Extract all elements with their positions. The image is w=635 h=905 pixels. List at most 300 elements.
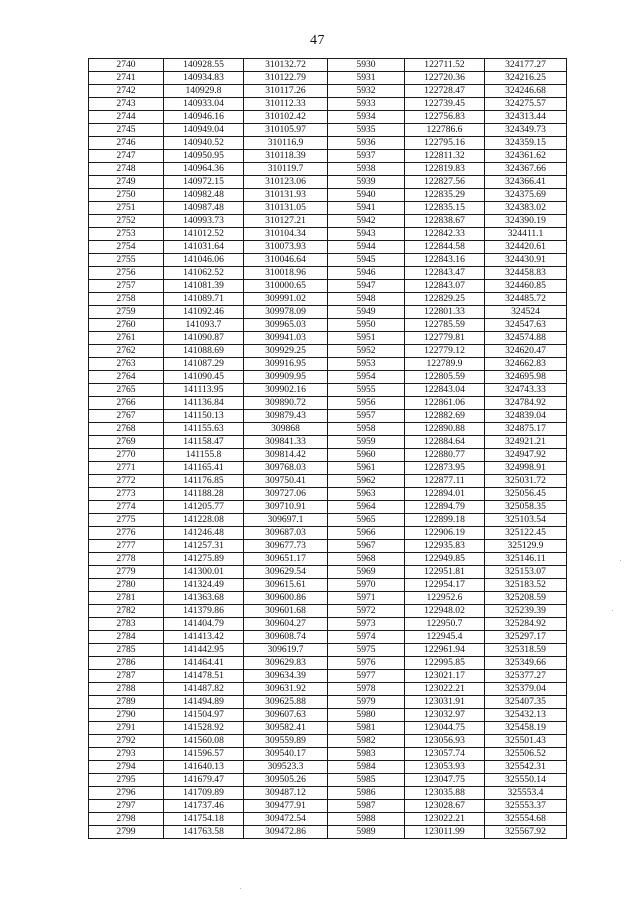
table-cell: 324361.62 (485, 150, 567, 163)
table-cell: 5958 (328, 423, 405, 436)
table-cell: 2797 (89, 800, 164, 813)
table-cell: 5933 (328, 98, 405, 111)
table-cell: 310131.93 (244, 189, 328, 202)
table-cell: 5970 (328, 579, 405, 592)
table-cell: 325377.27 (485, 670, 567, 683)
table-cell: 309559.89 (244, 735, 328, 748)
table-cell: 5963 (328, 488, 405, 501)
table-cell: 325208.59 (485, 592, 567, 605)
table-cell: 2748 (89, 163, 164, 176)
table-cell: 122952.6 (405, 592, 485, 605)
table-cell: 2792 (89, 735, 164, 748)
table-cell: 141150.13 (164, 410, 244, 423)
table-cell: 309540.17 (244, 748, 328, 761)
table-cell: 325542.31 (485, 761, 567, 774)
table-row (89, 371, 567, 384)
table-cell: 325153.07 (485, 566, 567, 579)
table-row (89, 488, 567, 501)
table-cell: 310131.05 (244, 202, 328, 215)
table-cell: 325432.13 (485, 709, 567, 722)
table-cell: 2779 (89, 566, 164, 579)
table-cell: 310132.72 (244, 59, 328, 72)
table-row (89, 709, 567, 722)
table-cell: 141246.48 (164, 527, 244, 540)
table-cell: 141092.46 (164, 306, 244, 319)
table-cell: 309879.43 (244, 410, 328, 423)
table-cell: 141679.47 (164, 774, 244, 787)
table-row (89, 241, 567, 254)
table-cell: 5945 (328, 254, 405, 267)
table-cell: 141300.01 (164, 566, 244, 579)
table-cell: 310018.96 (244, 267, 328, 280)
table-cell: 325056.45 (485, 488, 567, 501)
table-cell: 2785 (89, 644, 164, 657)
table-cell: 141155.63 (164, 423, 244, 436)
table-cell: 140972.15 (164, 176, 244, 189)
table-cell: 309868 (244, 423, 328, 436)
table-cell: 324662.83 (485, 358, 567, 371)
table-cell: 324375.69 (485, 189, 567, 202)
table-cell: 5981 (328, 722, 405, 735)
table-cell: 2742 (89, 85, 164, 98)
table-cell: 324383.02 (485, 202, 567, 215)
table-cell: 309687.03 (244, 527, 328, 540)
table-cell: 141324.49 (164, 579, 244, 592)
table-cell: 5987 (328, 800, 405, 813)
table-cell: 122720.36 (405, 72, 485, 85)
table-cell: 141062.52 (164, 267, 244, 280)
table-cell: 309629.83 (244, 657, 328, 670)
table-cell: 2766 (89, 397, 164, 410)
table-cell: 141081.39 (164, 280, 244, 293)
table-cell: 141093.7 (164, 319, 244, 332)
table-row (89, 306, 567, 319)
table-row (89, 267, 567, 280)
table-cell: 5939 (328, 176, 405, 189)
table-cell: 324620.47 (485, 345, 567, 358)
table-row (89, 696, 567, 709)
table-row (89, 137, 567, 150)
table-cell: 2789 (89, 696, 164, 709)
table-row (89, 527, 567, 540)
table-row (89, 202, 567, 215)
table-cell: 309750.41 (244, 475, 328, 488)
table-cell: 122948.02 (405, 605, 485, 618)
table-cell: 309582.41 (244, 722, 328, 735)
table-cell: 122906.19 (405, 527, 485, 540)
table-row (89, 644, 567, 657)
table-row (89, 449, 567, 462)
table-cell: 324460.85 (485, 280, 567, 293)
table-cell: 122882.69 (405, 410, 485, 423)
table-cell: 325284.92 (485, 618, 567, 631)
table-cell: 310073.93 (244, 241, 328, 254)
table-cell: 310105.97 (244, 124, 328, 137)
table-row (89, 280, 567, 293)
table-cell: 140940.52 (164, 137, 244, 150)
table-cell: 123035.88 (405, 787, 485, 800)
table-cell: 141136.84 (164, 397, 244, 410)
table-cell: 140949.04 (164, 124, 244, 137)
table-cell: 2745 (89, 124, 164, 137)
table-cell: 122861.06 (405, 397, 485, 410)
table-cell: 140950.95 (164, 150, 244, 163)
table-row (89, 774, 567, 787)
table-cell: 5977 (328, 670, 405, 683)
table-cell: 324784.92 (485, 397, 567, 410)
table-cell: 324839.04 (485, 410, 567, 423)
table-cell: 324998.91 (485, 462, 567, 475)
table-cell: 5959 (328, 436, 405, 449)
table-cell: 2750 (89, 189, 164, 202)
table-cell: 2758 (89, 293, 164, 306)
table-cell: 2746 (89, 137, 164, 150)
table-cell: 5969 (328, 566, 405, 579)
table-cell: 141504.97 (164, 709, 244, 722)
table-cell: 122843.47 (405, 267, 485, 280)
table-cell: 141088.69 (164, 345, 244, 358)
table-cell: 5976 (328, 657, 405, 670)
table-cell: 2786 (89, 657, 164, 670)
table-cell: 122786.6 (405, 124, 485, 137)
table-cell: 325458.19 (485, 722, 567, 735)
table-row (89, 670, 567, 683)
table-cell: 2757 (89, 280, 164, 293)
table-cell: 5944 (328, 241, 405, 254)
table-cell: 122951.81 (405, 566, 485, 579)
table-row (89, 540, 567, 553)
table-row (89, 176, 567, 189)
table-cell: 5982 (328, 735, 405, 748)
table-cell: 122842.33 (405, 228, 485, 241)
table-cell: 2784 (89, 631, 164, 644)
table-cell: 141709.89 (164, 787, 244, 800)
table-cell: 141379.86 (164, 605, 244, 618)
table-cell: 2753 (89, 228, 164, 241)
table-row (89, 605, 567, 618)
table-cell: 2754 (89, 241, 164, 254)
table-cell: 122843.04 (405, 384, 485, 397)
table-cell: 2749 (89, 176, 164, 189)
table-cell: 123011.99 (405, 826, 485, 839)
table-cell: 5975 (328, 644, 405, 657)
table-cell: 122827.56 (405, 176, 485, 189)
table-cell: 122789.9 (405, 358, 485, 371)
table-row (89, 72, 567, 85)
table-cell: 123044.75 (405, 722, 485, 735)
table-cell: 141089.71 (164, 293, 244, 306)
table-cell: 324420.61 (485, 241, 567, 254)
table-cell: 325407.35 (485, 696, 567, 709)
table-cell: 2772 (89, 475, 164, 488)
table-row (89, 826, 567, 839)
table-cell: 141363.68 (164, 592, 244, 605)
table-cell: 309677.73 (244, 540, 328, 553)
table-cell: 123022.21 (405, 683, 485, 696)
table-cell: 141228.08 (164, 514, 244, 527)
table-cell: 324458.83 (485, 267, 567, 280)
table-cell: 141275.89 (164, 553, 244, 566)
table-cell: 141413.42 (164, 631, 244, 644)
table-cell: 123032.97 (405, 709, 485, 722)
table-cell: 5947 (328, 280, 405, 293)
table-cell: 309625.88 (244, 696, 328, 709)
table-cell: 2771 (89, 462, 164, 475)
table-cell: 2793 (89, 748, 164, 761)
table-cell: 309487.12 (244, 787, 328, 800)
table-cell: 325567.92 (485, 826, 567, 839)
table-row (89, 163, 567, 176)
table-row (89, 553, 567, 566)
table-cell: 140928.55 (164, 59, 244, 72)
table-cell: 122880.77 (405, 449, 485, 462)
table-cell: 309890.72 (244, 397, 328, 410)
table-cell: 122899.18 (405, 514, 485, 527)
table-cell: 5972 (328, 605, 405, 618)
table-cell: 310127.21 (244, 215, 328, 228)
table-cell: 2794 (89, 761, 164, 774)
table-cell: 310116.9 (244, 137, 328, 150)
table-cell: 2761 (89, 332, 164, 345)
table-cell: 325031.72 (485, 475, 567, 488)
table-row (89, 761, 567, 774)
table-cell: 5930 (328, 59, 405, 72)
table-cell: 2783 (89, 618, 164, 631)
table-cell: 309600.86 (244, 592, 328, 605)
table-cell: 5948 (328, 293, 405, 306)
table-cell: 309991.02 (244, 293, 328, 306)
table-cell: 5989 (328, 826, 405, 839)
table-cell: 141763.58 (164, 826, 244, 839)
table-cell: 141158.47 (164, 436, 244, 449)
table-cell: 309477.91 (244, 800, 328, 813)
table-cell: 5985 (328, 774, 405, 787)
table-cell: 325318.59 (485, 644, 567, 657)
table-cell: 122811.32 (405, 150, 485, 163)
table-cell: 141464.41 (164, 657, 244, 670)
table-cell: 324359.15 (485, 137, 567, 150)
table-cell: 122801.33 (405, 306, 485, 319)
scan-speck (620, 560, 621, 561)
table-cell: 2762 (89, 345, 164, 358)
table-row (89, 150, 567, 163)
table-cell: 141012.52 (164, 228, 244, 241)
table-cell: 5984 (328, 761, 405, 774)
table-cell: 2747 (89, 150, 164, 163)
table-cell: 2787 (89, 670, 164, 683)
table-cell: 5988 (328, 813, 405, 826)
table-cell: 324216.25 (485, 72, 567, 85)
table-row (89, 293, 567, 306)
table-cell: 2764 (89, 371, 164, 384)
table-cell: 141596.57 (164, 748, 244, 761)
table-cell: 5978 (328, 683, 405, 696)
table-cell: 122894.01 (405, 488, 485, 501)
table-cell: 310119.7 (244, 163, 328, 176)
table-cell: 324246.68 (485, 85, 567, 98)
table-cell: 122805.59 (405, 371, 485, 384)
table-cell: 140929.8 (164, 85, 244, 98)
table-row (89, 59, 567, 72)
table-cell: 122711.52 (405, 59, 485, 72)
table-cell: 324430.91 (485, 254, 567, 267)
table-cell: 5974 (328, 631, 405, 644)
table-cell: 141404.79 (164, 618, 244, 631)
table-cell: 122945.4 (405, 631, 485, 644)
table-cell: 141737.46 (164, 800, 244, 813)
table-cell: 325297.17 (485, 631, 567, 644)
table-cell: 309978.09 (244, 306, 328, 319)
table-row (89, 111, 567, 124)
table-cell: 141494.89 (164, 696, 244, 709)
table-cell: 122785.59 (405, 319, 485, 332)
table-row (89, 436, 567, 449)
table-cell: 2767 (89, 410, 164, 423)
table-cell: 324177.27 (485, 59, 567, 72)
table-cell: 324875.17 (485, 423, 567, 436)
table-row (89, 813, 567, 826)
table-cell: 123047.75 (405, 774, 485, 787)
table-cell: 2776 (89, 527, 164, 540)
table-cell: 141257.31 (164, 540, 244, 553)
table-row (89, 501, 567, 514)
table-cell: 324574.88 (485, 332, 567, 345)
table-row (89, 748, 567, 761)
table-cell: 122835.29 (405, 189, 485, 202)
table-cell: 2756 (89, 267, 164, 280)
table-cell: 122935.83 (405, 540, 485, 553)
table-cell: 2741 (89, 72, 164, 85)
scan-speck (612, 610, 613, 611)
table-cell: 5936 (328, 137, 405, 150)
table-cell: 5968 (328, 553, 405, 566)
table-cell: 324411.1 (485, 228, 567, 241)
table-cell: 140987.48 (164, 202, 244, 215)
table-cell: 310117.26 (244, 85, 328, 98)
table-cell: 310000.65 (244, 280, 328, 293)
table-cell: 309472.86 (244, 826, 328, 839)
table-cell: 309727.06 (244, 488, 328, 501)
table-cell: 122829.25 (405, 293, 485, 306)
table-cell: 5937 (328, 150, 405, 163)
table-cell: 140946.16 (164, 111, 244, 124)
table-cell: 5973 (328, 618, 405, 631)
table-cell: 310123.06 (244, 176, 328, 189)
table-cell: 5954 (328, 371, 405, 384)
table-cell: 5957 (328, 410, 405, 423)
table-cell: 309941.03 (244, 332, 328, 345)
table-row (89, 228, 567, 241)
table-cell: 5965 (328, 514, 405, 527)
table-cell: 310118.39 (244, 150, 328, 163)
table-cell: 5940 (328, 189, 405, 202)
table-cell: 5979 (328, 696, 405, 709)
table-cell: 5953 (328, 358, 405, 371)
table-cell: 122843.16 (405, 254, 485, 267)
table-cell: 2775 (89, 514, 164, 527)
table-cell: 309631.92 (244, 683, 328, 696)
table-cell: 123022.21 (405, 813, 485, 826)
table-row (89, 475, 567, 488)
table-cell: 2751 (89, 202, 164, 215)
table-cell: 141478.51 (164, 670, 244, 683)
table-cell: 325349.66 (485, 657, 567, 670)
table-cell: 122819.83 (405, 163, 485, 176)
table-cell: 2770 (89, 449, 164, 462)
table-cell: 2765 (89, 384, 164, 397)
table-cell: 123056.93 (405, 735, 485, 748)
table-cell: 122954.17 (405, 579, 485, 592)
table-cell: 309615.61 (244, 579, 328, 592)
table-cell: 309629.54 (244, 566, 328, 579)
table-cell: 324947.92 (485, 449, 567, 462)
table-row (89, 189, 567, 202)
table-cell: 123021.17 (405, 670, 485, 683)
table-cell: 5956 (328, 397, 405, 410)
table-cell: 309472.54 (244, 813, 328, 826)
table-cell: 310104.34 (244, 228, 328, 241)
table-cell: 5942 (328, 215, 405, 228)
table-row (89, 423, 567, 436)
table-cell: 325506.52 (485, 748, 567, 761)
table-row (89, 397, 567, 410)
table-cell: 324524 (485, 306, 567, 319)
table-cell: 2782 (89, 605, 164, 618)
table-row (89, 579, 567, 592)
table-cell: 324367.66 (485, 163, 567, 176)
table-row (89, 657, 567, 670)
table-cell: 122756.83 (405, 111, 485, 124)
table-cell: 310102.42 (244, 111, 328, 124)
coordinates-table (88, 58, 567, 839)
table-row (89, 358, 567, 371)
table-cell: 123053.93 (405, 761, 485, 774)
coordinates-table-body (89, 59, 567, 839)
table-cell: 324366.41 (485, 176, 567, 189)
table-row (89, 735, 567, 748)
table-cell: 2798 (89, 813, 164, 826)
table-cell: 2781 (89, 592, 164, 605)
table-cell: 2790 (89, 709, 164, 722)
table-cell: 122838.67 (405, 215, 485, 228)
table-cell: 309710.91 (244, 501, 328, 514)
table-cell: 122779.12 (405, 345, 485, 358)
table-cell: 122961.94 (405, 644, 485, 657)
table-cell: 5986 (328, 787, 405, 800)
page-number: 47 (310, 33, 325, 48)
table-cell: 122949.85 (405, 553, 485, 566)
table-cell: 141442.95 (164, 644, 244, 657)
table-cell: 310046.64 (244, 254, 328, 267)
table-cell: 2774 (89, 501, 164, 514)
table-cell: 5960 (328, 449, 405, 462)
table-cell: 5962 (328, 475, 405, 488)
table-cell: 2791 (89, 722, 164, 735)
table-row (89, 462, 567, 475)
table-row (89, 85, 567, 98)
table-row (89, 683, 567, 696)
table-cell: 122843.07 (405, 280, 485, 293)
table-cell: 122873.95 (405, 462, 485, 475)
table-cell: 141113.95 (164, 384, 244, 397)
table-cell: 325554.68 (485, 813, 567, 826)
table-cell: 309902.16 (244, 384, 328, 397)
table-cell: 324313.44 (485, 111, 567, 124)
table-row (89, 592, 567, 605)
table-cell: 122884.64 (405, 436, 485, 449)
table-cell: 141176.85 (164, 475, 244, 488)
table-row (89, 345, 567, 358)
